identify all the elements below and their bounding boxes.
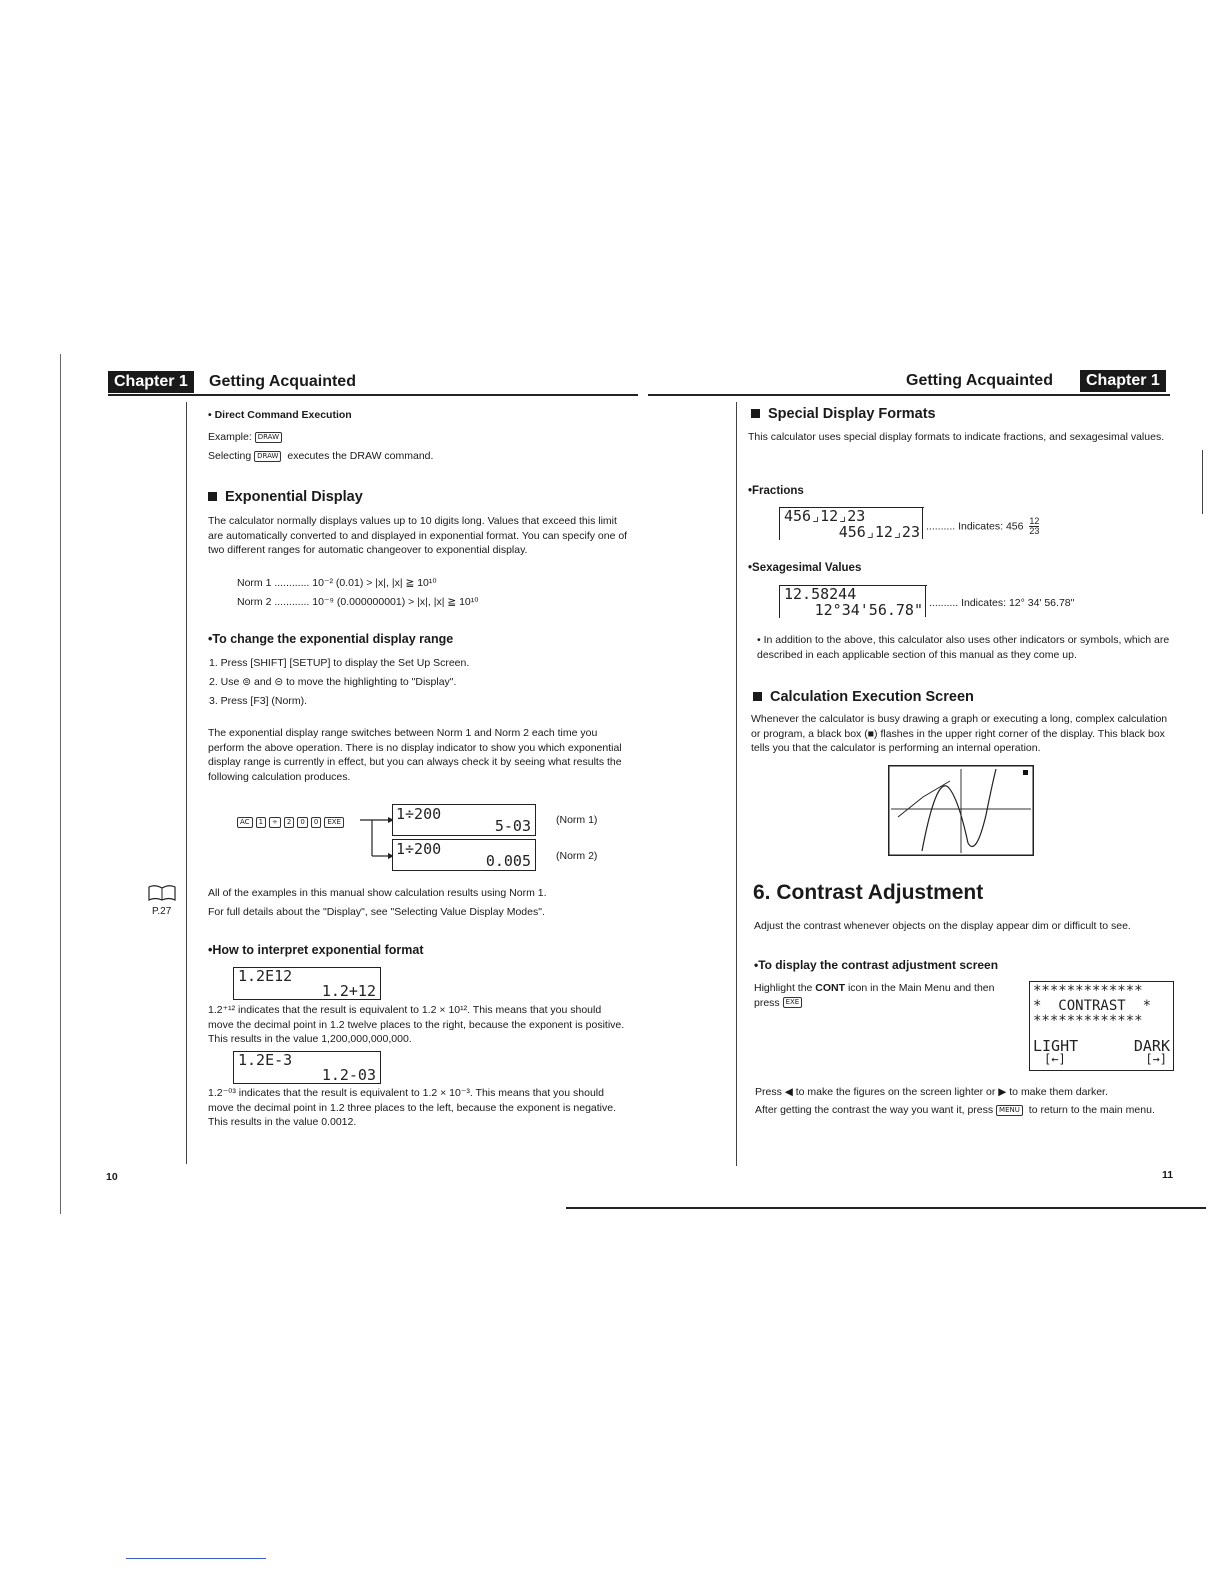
- sexagesimal-indicates: .......... Indicates: 12° 34' 56.78": [929, 597, 1075, 609]
- lcd-contrast-dark: DARK: [1133, 1037, 1170, 1055]
- exponential-para: The calculator normally displays values up to 10 digits long. Values that exceed this limit are automatically converted to and displayed in exponential format. You can specify one of two different ranges for automatic changeover to exponential display.: [208, 515, 628, 556]
- change-range-para: The exponential display range switches between Norm 1 and Norm 2 each time you perform the above operation. There is no display indicator to show you which exponential display range is currently in effect, but you can always check it by seeing what results the following calculation produces.: [208, 727, 622, 783]
- lcd-exp-positive-result: 1.2+12: [321, 982, 376, 1000]
- lcd-norm1: [392, 804, 536, 836]
- calc-exec-heading: [753, 689, 974, 705]
- norm1-value: 10⁻² (0.01) > |x|, |x| ≧ 10¹⁰: [312, 577, 437, 589]
- lcd-sexagesimal-edge: [925, 585, 926, 617]
- page-number-left: 10: [106, 1171, 118, 1183]
- key-2: 2: [284, 817, 294, 828]
- graph-screen: [888, 765, 1034, 856]
- lcd-contrast: [1029, 981, 1174, 1071]
- square-bullet-icon: [751, 409, 760, 418]
- key-exe: EXE: [324, 817, 344, 828]
- footer-link-line: [126, 1558, 266, 1559]
- special-note: • In addition to the above, this calculator also uses other indicators or symbols, which are described in each applicable section of this manual as they come up.: [757, 634, 1170, 661]
- key-ac: AC: [237, 817, 253, 828]
- interpret-heading: •How to interpret exponential format: [208, 943, 424, 957]
- square-bullet-icon: [753, 692, 762, 701]
- contrast-para-3: [755, 1103, 1155, 1118]
- exponential-heading: [208, 489, 363, 505]
- menu-key: MENU: [996, 1105, 1023, 1116]
- binding-edge: [60, 354, 61, 1214]
- exponential-heading-text: Exponential Display: [225, 489, 363, 505]
- lcd-sexagesimal: [779, 585, 927, 618]
- norm-note-1: All of the examples in this manual show calculation results using Norm 1.: [208, 887, 547, 899]
- lcd-contrast-stars-bottom: *************: [1033, 1013, 1143, 1029]
- norm2-label: Norm 2 ............: [237, 596, 310, 608]
- lcd-contrast-light: LIGHT: [1033, 1037, 1079, 1055]
- lcd-fraction-line2: 456⌟12⌟23: [838, 523, 920, 541]
- norm1-row: [237, 576, 437, 591]
- column-rule-right: [736, 402, 737, 1166]
- contrast-heading: 6. Contrast Adjustment: [753, 881, 984, 904]
- bottom-rule: [566, 1207, 1206, 1209]
- header-rule-left: [108, 394, 638, 396]
- exe-key: EXE: [783, 997, 803, 1008]
- fractions-heading: •Fractions: [748, 485, 804, 497]
- contrast-instruction: [754, 981, 1014, 1010]
- example-prefix: Example:: [208, 431, 255, 443]
- norm2-value: 10⁻⁹ (0.000000001) > |x|, |x| ≧ 10¹⁰: [312, 596, 479, 608]
- norm2-tag: (Norm 2): [556, 850, 598, 862]
- key-0b: 0: [311, 817, 321, 828]
- lcd-fraction-line1: 456⌟12⌟23: [784, 507, 866, 525]
- special-heading: [751, 406, 936, 422]
- instr-mid: icon in the Main Menu and then press: [754, 982, 995, 1009]
- norm2-row: [237, 595, 478, 610]
- interpret-para-1: 1.2⁺¹² indicates that the result is equivalent to 1.2 × 10¹². This means that you should move the decimal point in 1.2 twelve places to the right, because the exponent is positive. This results in the value 1,200,000,000,000.: [208, 1004, 625, 1045]
- direct-command-selecting: [208, 449, 433, 464]
- lcd-norm1-input: 1÷200: [396, 805, 442, 823]
- special-heading-text: Special Display Formats: [768, 406, 936, 422]
- interpret-para-2: 1.2⁻⁰³ indicates that the result is equivalent to 1.2 × 10⁻³. This means that you should move the decimal point in 1.2 three places to the left, because the exponent is negative. This results in the value 0.0012.: [208, 1087, 617, 1128]
- fraction-indicates: [926, 517, 1039, 536]
- instr-bold: CONT: [815, 982, 846, 994]
- contrast-para-2: Press ◀ to make the figures on the screen lighter or ▶ to make them darker.: [755, 1086, 1108, 1098]
- busy-indicator-icon: [1023, 770, 1028, 775]
- lcd-exp-positive: [233, 967, 381, 1000]
- calc-exec-heading-text: Calculation Execution Screen: [770, 689, 974, 705]
- key-1: 1: [256, 817, 266, 828]
- key-divide: ÷: [269, 817, 281, 828]
- lcd-fraction: [779, 507, 924, 540]
- lcd-norm2: [392, 839, 536, 871]
- lcd-norm1-result: 5-03: [494, 817, 531, 835]
- lcd-norm2-input: 1÷200: [396, 840, 442, 858]
- contrast-para: Adjust the contrast whenever objects on the display appear dim or difficult to see.: [754, 920, 1131, 932]
- book-icon: [147, 884, 177, 902]
- fraction-indicates-text: .......... Indicates: 456: [926, 520, 1024, 533]
- column-rule-left: [186, 402, 187, 1164]
- fraction-value: [1029, 517, 1039, 536]
- lcd-sexagesimal-line2: 12°34'56.78": [814, 601, 923, 619]
- lcd-exp-negative-input: 1.2E-3: [238, 1051, 293, 1069]
- key-0a: 0: [297, 817, 307, 828]
- direct-command-example: [208, 430, 285, 445]
- page-number-right: 11: [1162, 1169, 1174, 1181]
- change-step-2: 2. Use ⊜ and ⊝ to move the highlighting to "Display".: [209, 676, 457, 688]
- selecting-prefix: Selecting: [208, 450, 255, 462]
- fraction-numerator: 12: [1029, 516, 1040, 526]
- instr-prefix: Highlight the: [754, 982, 816, 994]
- direct-command-heading: • Direct Command Execution: [208, 409, 352, 421]
- square-bullet-icon: [208, 492, 217, 501]
- calc-exec-para: Whenever the calculator is busy drawing a graph or executing a long, complex calculation or program, a black box (■) flashes in the upper right corner of the display. This black box tells you that the calculator is performing an internal operation.: [751, 713, 1168, 754]
- fraction-denominator: 23: [1029, 526, 1040, 536]
- para3-prefix: After getting the contrast the way you want it, press: [755, 1104, 997, 1116]
- margin-ref: P.27: [152, 906, 172, 917]
- lcd-exp-positive-input: 1.2E12: [238, 967, 293, 985]
- lcd-norm2-result: 0.005: [485, 852, 531, 870]
- norm1-tag: (Norm 1): [556, 814, 598, 826]
- change-range-heading: •To change the exponential display range: [208, 632, 454, 646]
- change-step-3: 3. Press [F3] (Norm).: [209, 695, 308, 707]
- header-rule-right: [648, 394, 1170, 396]
- contrast-sub-heading: •To display the contrast adjustment screen: [754, 958, 999, 972]
- lcd-contrast-title: * CONTRAST *: [1033, 998, 1152, 1014]
- lcd-exp-negative: [233, 1051, 381, 1084]
- draw-key-2: DRAW: [254, 451, 281, 462]
- draw-key: DRAW: [255, 432, 282, 443]
- lcd-contrast-right-key: [→]: [1145, 1052, 1167, 1066]
- key-sequence: [237, 814, 347, 832]
- selecting-suffix: executes the DRAW command.: [284, 450, 434, 462]
- header-title-right: Getting Acquainted: [906, 372, 1053, 389]
- page-edge-mark: [1202, 450, 1203, 514]
- para3-suffix: to return to the main menu.: [1025, 1104, 1155, 1116]
- norm1-label: Norm 1 ............: [237, 577, 310, 589]
- chapter-badge-right: Chapter 1: [1080, 370, 1166, 392]
- header-title-left: Getting Acquainted: [209, 373, 356, 390]
- lcd-contrast-left-key: [←]: [1044, 1052, 1066, 1066]
- chapter-badge-left: Chapter 1: [108, 371, 194, 393]
- lcd-contrast-stars-top: *************: [1033, 983, 1143, 999]
- branch-arrows: [358, 812, 394, 860]
- lcd-exp-negative-result: 1.2-03: [321, 1066, 376, 1084]
- sexagesimal-heading: •Sexagesimal Values: [748, 562, 862, 574]
- change-step-1: 1. Press [SHIFT] [SETUP] to display the Set Up Screen.: [209, 657, 470, 669]
- lcd-sexagesimal-line1: 12.58244: [784, 585, 857, 603]
- special-para: This calculator uses special display formats to indicate fractions, and sexagesimal values.: [748, 431, 1165, 443]
- lcd-fraction-edge: [922, 507, 923, 539]
- norm-note-2: For full details about the "Display", see "Selecting Value Display Modes".: [208, 906, 545, 918]
